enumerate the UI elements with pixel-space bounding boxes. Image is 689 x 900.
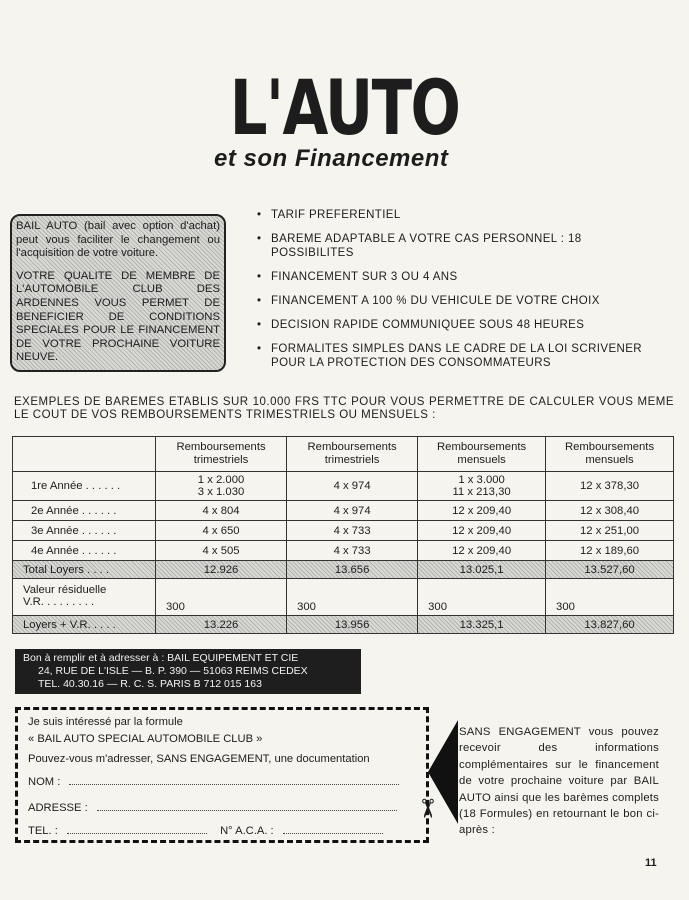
benefit-item: • DECISION RAPIDE COMMUNIQUEE SOUS 48 HEURES xyxy=(257,319,585,331)
table-cell: 12 x 209,40 xyxy=(418,521,546,541)
table-cell: 12 x 308,40 xyxy=(546,501,674,521)
benefit-item: • TARIF PREFERENTIEL xyxy=(257,209,401,221)
intro-box xyxy=(10,214,226,372)
bullet-icon: • xyxy=(257,271,262,283)
table-cell: 300 xyxy=(287,579,418,616)
table-cell: 300 xyxy=(156,579,287,616)
table-cell: 1 x 2.000 3 x 1.030 xyxy=(156,472,287,501)
table-cell: 12.926 xyxy=(156,561,287,579)
table-cell: 4 x 505 xyxy=(156,541,287,561)
naca-label: N° A.C.A. : xyxy=(220,825,274,837)
row-label: 1re Année . . . . . . xyxy=(13,472,156,501)
row-label: Total Loyers . . . . xyxy=(13,561,156,579)
naca-field[interactable] xyxy=(283,832,383,834)
table-cell: 4 x 974 xyxy=(287,501,418,521)
coupon-line: « BAIL AUTO SPECIAL AUTOMOBILE CLUB » xyxy=(28,733,263,745)
coupon-line: Je suis intéressé par la formule xyxy=(28,716,183,728)
row-label: Valeur résiduelle V.R. . . . . . . . . xyxy=(13,579,156,616)
coupon-line: Pouvez-vous m'adresser, SANS ENGAGEMENT, une documentation xyxy=(28,753,370,765)
nom-field-row xyxy=(28,776,399,788)
intro-paragraph-1: BAIL AUTO (bail avec option d'achat) peut vous faciliter le changement ou l'acquisition de votre voiture. xyxy=(16,220,220,260)
column-header: Remboursements mensuels xyxy=(418,437,546,472)
pointer-arrow-icon xyxy=(428,720,458,824)
row-label: 3e Année . . . . . . xyxy=(13,521,156,541)
table-header-row xyxy=(13,437,674,472)
table-cell: 13.527,60 xyxy=(546,561,674,579)
table-cell: 13.226 xyxy=(156,616,287,634)
address-box xyxy=(15,649,361,694)
table-cell: 13.827,60 xyxy=(546,616,674,634)
column-header: Remboursements mensuels xyxy=(546,437,674,472)
table-cell: 300 xyxy=(546,579,674,616)
row-label: Loyers + V.R. . . . . xyxy=(13,616,156,634)
page-title: L'AUTO xyxy=(229,63,460,152)
promo-text: SANS ENGAGEMENT vous pouvez recevoir des informations complémentaires sur le financement de votre prochaine voiture par BAIL AUTO ainsi que les barèmes complets (18 Formules) en retournant le bon ci-après : xyxy=(459,726,659,837)
nom-label: NOM : xyxy=(28,776,61,788)
benefit-item: • BAREME ADAPTABLE A VOTRE CAS PERSONNEL : 18 POSSIBILITES xyxy=(257,233,582,259)
table-cell: 13.025,1 xyxy=(418,561,546,579)
bullet-icon: • xyxy=(257,233,262,245)
table-row xyxy=(13,472,674,501)
bullet-icon: • xyxy=(257,343,262,355)
nom-field[interactable] xyxy=(69,783,399,785)
table-cell: 1 x 3.000 11 x 213,30 xyxy=(418,472,546,501)
residual-row xyxy=(13,579,674,616)
adresse-field-row xyxy=(28,802,397,814)
table-cell: 12 x 378,30 xyxy=(546,472,674,501)
benefit-item: • FINANCEMENT SUR 3 OU 4 ANS xyxy=(257,271,458,283)
table-cell: 4 x 804 xyxy=(156,501,287,521)
table-row xyxy=(13,541,674,561)
page-number: 11 xyxy=(645,857,657,869)
table-cell: 12 x 189,60 xyxy=(546,541,674,561)
tel-field-row xyxy=(28,825,383,837)
table-corner xyxy=(13,437,156,472)
tel-field[interactable] xyxy=(67,832,207,834)
address-line: TEL. 40.30.16 — R. C. S. PARIS B 712 015 163 xyxy=(38,678,262,691)
table-cell: 4 x 974 xyxy=(287,472,418,501)
examples-intro: EXEMPLES DE BAREMES ETABLIS SUR 10.000 FRS TTC POUR VOUS PERMETTRE DE CALCULER VOUS MEME LE COUT DE VOS REMBOURSEMENTS TRIMESTRIELS OU MENSUELS : xyxy=(14,396,674,421)
tel-label: TEL. : xyxy=(28,825,58,837)
scissors-icon: ✂ xyxy=(412,797,443,820)
benefit-item: • FINANCEMENT A 100 % DU VEHICULE DE VOTRE CHOIX xyxy=(257,295,600,307)
total-row xyxy=(13,561,674,579)
table-cell: 4 x 733 xyxy=(287,521,418,541)
row-label: 2e Année . . . . . . xyxy=(13,501,156,521)
table-cell: 13.656 xyxy=(287,561,418,579)
bullet-icon: • xyxy=(257,209,262,221)
order-coupon xyxy=(15,707,429,843)
column-header: Remboursements trimestriels xyxy=(156,437,287,472)
table-row xyxy=(13,501,674,521)
address-line: 24, RUE DE L'ISLE — B. P. 390 — 51063 REIMS CEDEX xyxy=(38,665,308,678)
table-cell: 4 x 733 xyxy=(287,541,418,561)
benefit-item: • FORMALITES SIMPLES DANS LE CADRE DE LA LOI SCRIVENER POUR LA PROTECTION DES CONSOMMATEURS xyxy=(257,343,643,369)
address-line: Bon à remplir et à adresser à : BAIL EQUIPEMENT ET CIE xyxy=(23,652,299,664)
adresse-label: ADRESSE : xyxy=(28,802,88,814)
intro-paragraph-2: VOTRE QUALITE DE MEMBRE DE L'AUTOMOBILE CLUB DES ARDENNES VOUS PERMET DE BENEFICIER DE CONDITIONS SPECIALES POUR LE FINANCEMENT DE VOTRE PROCHAINE VOITURE NEUVE. xyxy=(16,269,220,364)
row-label: 4e Année . . . . . . xyxy=(13,541,156,561)
table-cell: 13.325,1 xyxy=(418,616,546,634)
rates-table xyxy=(12,436,674,634)
table-cell: 4 x 650 xyxy=(156,521,287,541)
table-row xyxy=(13,521,674,541)
bullet-icon: • xyxy=(257,319,262,331)
adresse-field[interactable] xyxy=(97,809,397,811)
table-cell: 12 x 209,40 xyxy=(418,501,546,521)
table-cell: 12 x 251,00 xyxy=(546,521,674,541)
loyers-vr-row xyxy=(13,616,674,634)
bullet-icon: • xyxy=(257,295,262,307)
benefits-list xyxy=(257,208,667,380)
table-cell: 13.956 xyxy=(287,616,418,634)
table-cell: 300 xyxy=(418,579,546,616)
column-header: Remboursements trimestriels xyxy=(287,437,418,472)
page-subtitle: et son Financement xyxy=(214,145,449,172)
table-cell: 12 x 209,40 xyxy=(418,541,546,561)
